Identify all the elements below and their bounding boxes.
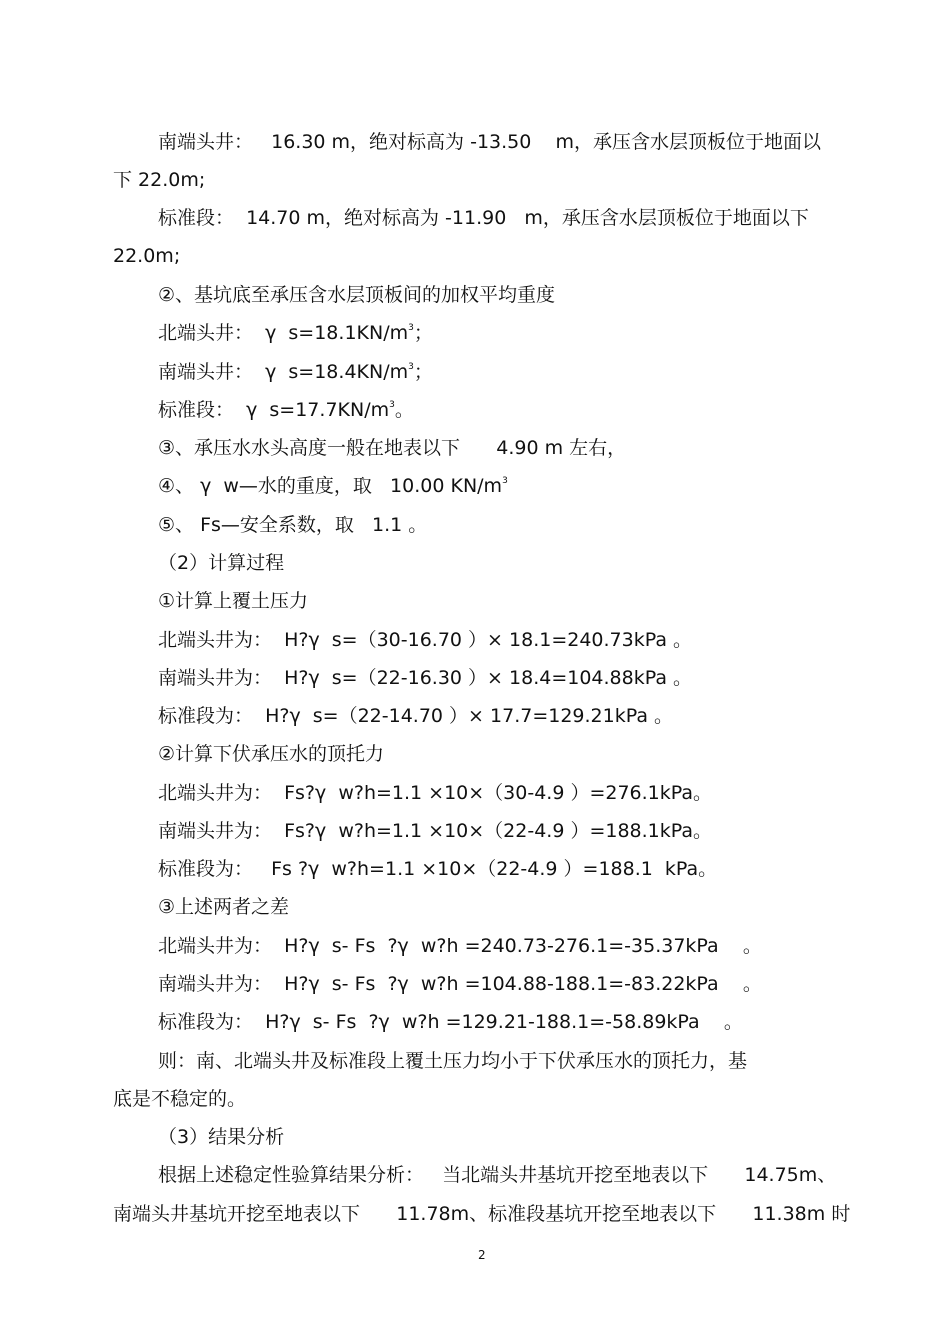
- text-line: 北端头井为： H?γ s=（30-16.70 ）× 18.1=240.73kPa 。: [158, 629, 693, 651]
- text-line: ③上述两者之差: [158, 896, 290, 918]
- text-line: 标准段为： H?γ s- Fs ?γ w?h =129.21-188.1=-58.89kPa 。: [158, 1011, 743, 1033]
- text-line: ⑤、 Fs—安全系数，取 1.1 。: [158, 514, 428, 536]
- text-line: [158, 321, 433, 345]
- text-line: 南端头井： 16.30 m，绝对标高为 -13.50 m，承压含水层顶板位于地面以: [158, 131, 822, 153]
- text-line: [158, 474, 508, 498]
- text-line: 根据上述稳定性验算结果分析： 当北端头井基坑开挖至地表以下 14.75m、: [158, 1164, 837, 1186]
- text-line: 北端头井为： Fs?γ w?h=1.1 ×10×（30-4.9 ）=276.1kPa。: [158, 782, 713, 804]
- punctuation: ；: [413, 322, 433, 344]
- punctuation: ；: [413, 361, 433, 383]
- text-line: 则：南、北端头井及标准段上覆土压力均小于下伏承压水的顶托力，基: [158, 1050, 748, 1072]
- text-line: ②计算下伏承压水的顶托力: [158, 743, 385, 765]
- superscript: 3: [408, 323, 414, 333]
- text-line: [158, 398, 414, 422]
- superscript: 3: [502, 476, 508, 486]
- formula-text: 标准段： γ s=17.7KN/m: [158, 399, 390, 421]
- text-line: 南端头井为： H?γ s- Fs ?γ w?h =104.88-188.1=-83.22kPa 。: [158, 973, 762, 995]
- text-line: 南端头井基坑开挖至地表以下 11.78m、标准段基坑开挖至地表以下 11.38m 时: [113, 1203, 851, 1225]
- text-line: 22.0m;: [113, 245, 181, 267]
- text-line: 南端头井为： Fs?γ w?h=1.1 ×10×（22-4.9 ）=188.1kPa。: [158, 820, 713, 842]
- text-line: 标准段为： H?γ s=（22-14.70 ）× 17.7=129.21kPa 。: [158, 705, 674, 727]
- text-line: 标准段为： Fs ?γ w?h=1.1 ×10×（22-4.9 ）=188.1 kPa。: [158, 858, 718, 880]
- text-line: ③、承压水水头高度一般在地表以下 4.90 m 左右，: [158, 437, 627, 459]
- section-heading: （3）结果分析: [158, 1126, 285, 1148]
- formula-text: 北端头井： γ s=18.1KN/m: [158, 322, 409, 344]
- text-line: 标准段： 14.70 m，绝对标高为 -11.90 m，承压含水层顶板位于地面以下: [158, 207, 809, 229]
- formula-text: ④、 γ w—水的重度，取 10.00 KN/m: [158, 475, 503, 497]
- text-line: 北端头井为： H?γ s- Fs ?γ w?h =240.73-276.1=-35.37kPa 。: [158, 935, 762, 957]
- text-line: 下 22.0m;: [113, 169, 206, 191]
- superscript: 3: [408, 362, 414, 372]
- text-line: [158, 360, 433, 384]
- section-heading: （2）计算过程: [158, 552, 285, 574]
- text-line: 南端头井为： H?γ s=（22-16.30 ）× 18.4=104.88kPa 。: [158, 667, 693, 689]
- superscript: 3: [389, 400, 395, 410]
- text-line: ②、基坑底至承压含水层顶板间的加权平均重度: [158, 284, 556, 306]
- formula-text: 南端头井： γ s=18.4KN/m: [158, 361, 409, 383]
- punctuation: 。: [394, 399, 414, 421]
- text-line: 底是不稳定的。: [113, 1088, 247, 1110]
- page-number: 2: [478, 1248, 486, 1262]
- text-line: ①计算上覆土压力: [158, 590, 309, 612]
